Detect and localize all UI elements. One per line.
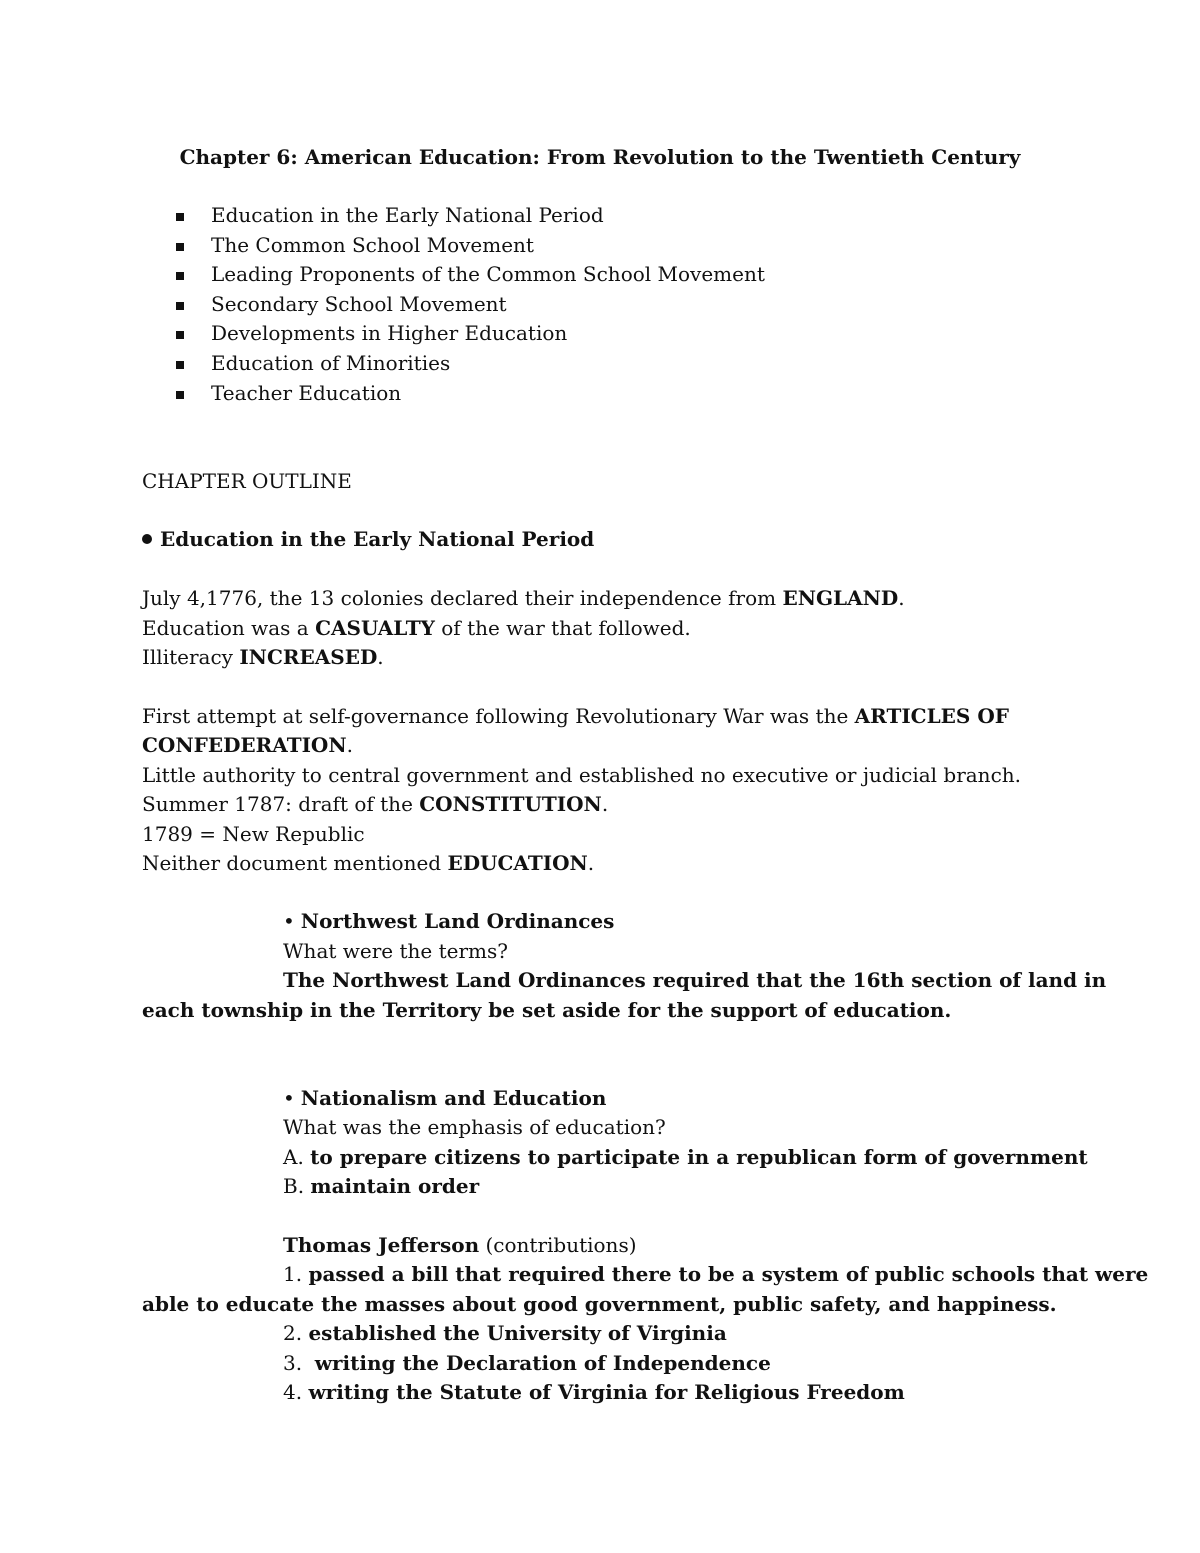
paragraph-line: Illiteracy INCREASED. bbox=[142, 645, 384, 669]
answer-item: 1. passed a bill that required there to be a system of public schools that were bbox=[283, 1262, 1149, 1286]
square-bullet-icon bbox=[176, 213, 184, 221]
section-heading: Education in the Early National Period bbox=[142, 525, 594, 555]
paragraph-line: 1789 = New Republic bbox=[142, 822, 365, 846]
answer-item: able to educate the masses about good government, public safety, and happiness. bbox=[142, 1292, 1057, 1316]
answer-text: each township in the Territory be set aside for the support of education. bbox=[142, 998, 952, 1022]
paragraph-line: Neither document mentioned EDUCATION. bbox=[142, 851, 595, 875]
square-bullet-icon bbox=[176, 361, 184, 369]
page-title: Chapter 6: American Education: From Revolution to the Twentieth Century bbox=[179, 145, 1021, 169]
paragraph-line: Education was a CASUALTY of the war that followed. bbox=[142, 616, 691, 640]
round-bullet-icon bbox=[142, 534, 152, 544]
list-item: Education in the Early National Period bbox=[176, 201, 765, 231]
paragraph-line: Little authority to central government and established no executive or judicial branch. bbox=[142, 763, 1022, 787]
answer-item: B. maintain order bbox=[283, 1174, 480, 1198]
question-text: What were the terms? bbox=[283, 939, 508, 963]
square-bullet-icon bbox=[176, 243, 184, 251]
topic-list bbox=[176, 201, 765, 408]
square-bullet-icon bbox=[176, 302, 184, 310]
paragraph-line: Summer 1787: draft of the CONSTITUTION. bbox=[142, 792, 609, 816]
paragraph-line: First attempt at self-governance following Revolutionary War was the ARTICLES OF bbox=[142, 704, 1009, 728]
answer-item: 2. established the University of Virginia bbox=[283, 1321, 727, 1345]
outline-heading: CHAPTER OUTLINE bbox=[142, 469, 352, 493]
paragraph-line: July 4,1776, the 13 colonies declared their independence from ENGLAND. bbox=[142, 586, 905, 610]
answer-item: 3. writing the Declaration of Independence bbox=[283, 1351, 771, 1375]
subsection-heading: Thomas Jefferson (contributions) bbox=[283, 1233, 637, 1257]
list-item: Developments in Higher Education bbox=[176, 319, 765, 349]
list-item: Secondary School Movement bbox=[176, 290, 765, 320]
question-text: What was the emphasis of education? bbox=[283, 1115, 666, 1139]
list-item: Education of Minorities bbox=[176, 349, 765, 379]
answer-item: A. to prepare citizens to participate in a republican form of government bbox=[283, 1145, 1088, 1169]
answer-text: The Northwest Land Ordinances required that the 16th section of land in bbox=[283, 968, 1107, 992]
square-bullet-icon bbox=[176, 391, 184, 399]
answer-item: 4. writing the Statute of Virginia for Religious Freedom bbox=[283, 1380, 905, 1404]
list-item: The Common School Movement bbox=[176, 231, 765, 261]
list-item: Teacher Education bbox=[176, 379, 765, 409]
subsection-heading: • Northwest Land Ordinances bbox=[283, 909, 615, 933]
paragraph-line: CONFEDERATION. bbox=[142, 733, 353, 757]
square-bullet-icon bbox=[176, 272, 184, 280]
list-item: Leading Proponents of the Common School Movement bbox=[176, 260, 765, 290]
subsection-heading: • Nationalism and Education bbox=[283, 1086, 607, 1110]
square-bullet-icon bbox=[176, 331, 184, 339]
